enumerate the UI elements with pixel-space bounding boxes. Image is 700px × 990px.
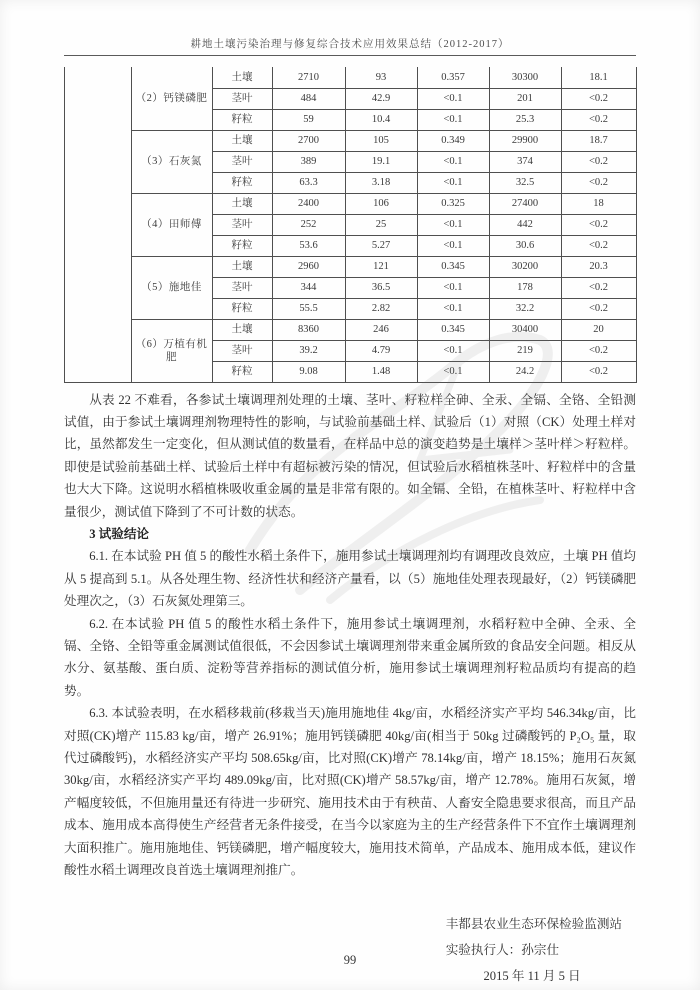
value-cell: 2700: [272, 130, 345, 151]
table-row: [64, 130, 636, 151]
conclusions-section-heading: 3 试验结论: [89, 526, 150, 541]
sample-type-cell: 籽粒: [212, 172, 272, 193]
value-cell: <0.2: [561, 172, 636, 193]
sample-type-cell: 土壤: [212, 130, 272, 151]
value-cell: 1.48: [345, 361, 417, 382]
value-cell: <0.1: [417, 151, 489, 172]
continued-empty-cell: [64, 67, 131, 382]
sample-type-cell: 土壤: [212, 67, 272, 88]
value-cell: 32.5: [489, 172, 561, 193]
value-cell: 30200: [489, 256, 561, 277]
value-cell: 39.2: [272, 340, 345, 361]
value-cell: 32.2: [489, 298, 561, 319]
value-cell: 20: [561, 319, 636, 340]
value-cell: 201: [489, 88, 561, 109]
treatment-name-cell: （3）石灰氮: [131, 130, 212, 193]
value-cell: <0.2: [561, 109, 636, 130]
value-cell: 55.5: [272, 298, 345, 319]
value-cell: 27400: [489, 193, 561, 214]
value-cell: <0.2: [561, 298, 636, 319]
value-cell: 25.3: [489, 109, 561, 130]
value-cell: 389: [272, 151, 345, 172]
value-cell: 30400: [489, 319, 561, 340]
value-cell: 2400: [272, 193, 345, 214]
value-cell: 19.1: [345, 151, 417, 172]
value-cell: 0.345: [417, 256, 489, 277]
sample-type-cell: 茎叶: [212, 277, 272, 298]
sample-type-cell: 茎叶: [212, 88, 272, 109]
treatment-name-cell: （6）万植有机肥: [131, 319, 212, 382]
sample-type-cell: 籽粒: [212, 361, 272, 382]
treatment-name-cell: （5）施地佳: [131, 256, 212, 319]
sample-type-cell: 茎叶: [212, 340, 272, 361]
sample-type-cell: 籽粒: [212, 298, 272, 319]
signature-block: [446, 911, 622, 989]
treatment-name-cell: （4）田师傅: [131, 193, 212, 256]
value-cell: <0.2: [561, 88, 636, 109]
sample-type-cell: 土壤: [212, 319, 272, 340]
value-cell: 3.18: [345, 172, 417, 193]
sample-type-cell: 茎叶: [212, 214, 272, 235]
treatment-name-cell: （2）钙镁磷肥: [131, 67, 212, 130]
value-cell: 20.3: [561, 256, 636, 277]
conclusion-paragraph-6-2: 6.2. 在本试验 PH 值 5 的酸性水稻土条件下，施用参试土壤调理剂，水稻籽粒中全砷、全汞、全镉、全铬、全铅等重金属测试值很低，不会因参试土壤调理剂带来重金属所致的食品安全问题。相反从水分、氨基酸、蛋白质、淀粉等营养指标的测试值分析，施用参试土壤调理剂籽粒品质均有提高的趋势。: [64, 616, 636, 698]
value-cell: 30300: [489, 67, 561, 88]
value-cell: 219: [489, 340, 561, 361]
value-cell: 29900: [489, 130, 561, 151]
value-cell: 442: [489, 214, 561, 235]
running-head-title: 耕地土壤污染治理与修复综合技术应用效果总结（2012-2017）: [190, 39, 510, 50]
value-cell: 10.4: [345, 109, 417, 130]
value-cell: 93: [345, 67, 417, 88]
value-cell: 106: [345, 193, 417, 214]
conclusion-paragraph-6-3: 6.3. 本试验表明，在水稻移栽前(移栽当天)施用施地佳 4kg/亩，水稻经济实产平均 546.34kg/亩，比对照(CK)增产 115.83 kg/亩，增产 26.91%；施用钙镁磷肥 40kg/亩(相当于 50kg 过磷酸钙的 P₂O₅ 量，取代过磷酸钙)，水稻经济实产平均 508.65kg/亩，比对照(CK)增产 78.14kg/亩，增产 18.15%；施用石灰氮 30kg/亩，水稻经济实产平均 489.09kg/亩，比对照(CK)增产 58.57kg/亩，增产 12.78%。施用石灰氮，增产幅度较低，不但施用量还有待进一步研究、施用技术由于有秧苗、人畜安全隐患要求很高，而且产品成本、施用成本高得使生产经营者无条件接受，在当今以家庭为主的生产经营条件下不宜作土壤调理剂大面积推广。施用施地佳、钙镁磷肥，增产幅度较大，施用技术简单，产品成本、施用成本低，建议作酸性水稻土调理改良首选土壤调理剂推广。: [64, 706, 636, 878]
table-row: [64, 193, 636, 214]
value-cell: 178: [489, 277, 561, 298]
value-cell: 374: [489, 151, 561, 172]
sample-type-cell: 土壤: [212, 193, 272, 214]
value-cell: 24.2: [489, 361, 561, 382]
body-paragraph-summary: 从表 22 不难看，各参试土壤调理剂处理的土壤、茎叶、籽粒样全砷、全汞、全镉、全铬、全铅测试值，由于参试土壤调理剂物理特性的影响，与试验前基础土样、试验后（1）对照（CK）处理土样对比，虽然都发生一定变化，但从测试值的数量看，在样品中总的演变趋势是土壤样＞茎叶样＞籽粒样。即使是试验前基础土样、试验后土样中有超标被污染的情况，但试验后水稻植株茎叶、籽粒样中的含量也大大下降。这说明水稻植株吸收重金属的量是非常有限的。如全镉、全铅，在植株茎叶、籽粒样中含量很少，测试值下降到了不可计数的状态。: [64, 392, 636, 519]
value-cell: 0.349: [417, 130, 489, 151]
value-cell: <0.2: [561, 340, 636, 361]
value-cell: 42.9: [345, 88, 417, 109]
value-cell: 2710: [272, 67, 345, 88]
value-cell: 4.79: [345, 340, 417, 361]
value-cell: 8360: [272, 319, 345, 340]
value-cell: <0.1: [417, 361, 489, 382]
value-cell: <0.2: [561, 277, 636, 298]
value-cell: <0.2: [561, 151, 636, 172]
value-cell: 0.345: [417, 319, 489, 340]
signature-executor: 实验执行人：孙宗仕: [445, 943, 560, 958]
value-cell: 2960: [272, 256, 345, 277]
value-cell: 18.1: [561, 67, 636, 88]
value-cell: 18: [561, 193, 636, 214]
value-cell: <0.2: [561, 361, 636, 382]
header-rule: [64, 55, 636, 56]
value-cell: 5.27: [345, 235, 417, 256]
sample-type-cell: 土壤: [212, 256, 272, 277]
value-cell: 344: [272, 277, 345, 298]
table-row: [64, 319, 636, 340]
table-row: [64, 256, 636, 277]
signature-organization: 丰都县农业生态环保检验监测站: [445, 917, 622, 932]
body-text: [64, 389, 636, 882]
sample-type-cell: 茎叶: [212, 151, 272, 172]
value-cell: 0.357: [417, 67, 489, 88]
value-cell: 121: [345, 256, 417, 277]
value-cell: 246: [345, 319, 417, 340]
value-cell: 18.7: [561, 130, 636, 151]
value-cell: 9.08: [272, 361, 345, 382]
value-cell: 63.3: [272, 172, 345, 193]
value-cell: 252: [272, 214, 345, 235]
value-cell: <0.2: [561, 214, 636, 235]
value-cell: <0.1: [417, 172, 489, 193]
measurements-table: [64, 67, 637, 383]
conclusion-paragraph-6-1: 6.1. 在本试验 PH 值 5 的酸性水稻土条件下，施用参试土壤调理剂均有调理改良效应，土壤 PH 值均从 5 提高到 5.1。从各处理生物、经济性状和经济产量看，以（5）施地佳处理表现最好，（2）钙镁磷肥处理次之，（3）石灰氮处理第三。: [64, 549, 636, 609]
value-cell: <0.1: [417, 298, 489, 319]
value-cell: <0.1: [417, 277, 489, 298]
value-cell: 36.5: [345, 277, 417, 298]
page-number: 99: [343, 953, 357, 967]
value-cell: 0.325: [417, 193, 489, 214]
value-cell: 105: [345, 130, 417, 151]
signature-date: 2015 年 11 月 5 日: [483, 969, 581, 984]
measurements-table-body: [64, 67, 636, 382]
value-cell: <0.1: [417, 109, 489, 130]
table-row: [64, 67, 636, 88]
value-cell: 30.6: [489, 235, 561, 256]
value-cell: 59: [272, 109, 345, 130]
sample-type-cell: 籽粒: [212, 109, 272, 130]
value-cell: 484: [272, 88, 345, 109]
value-cell: 25: [345, 214, 417, 235]
sample-type-cell: 籽粒: [212, 235, 272, 256]
value-cell: <0.1: [417, 235, 489, 256]
value-cell: <0.1: [417, 214, 489, 235]
value-cell: <0.1: [417, 340, 489, 361]
value-cell: <0.1: [417, 88, 489, 109]
value-cell: 2.82: [345, 298, 417, 319]
value-cell: 53.6: [272, 235, 345, 256]
value-cell: <0.2: [561, 235, 636, 256]
